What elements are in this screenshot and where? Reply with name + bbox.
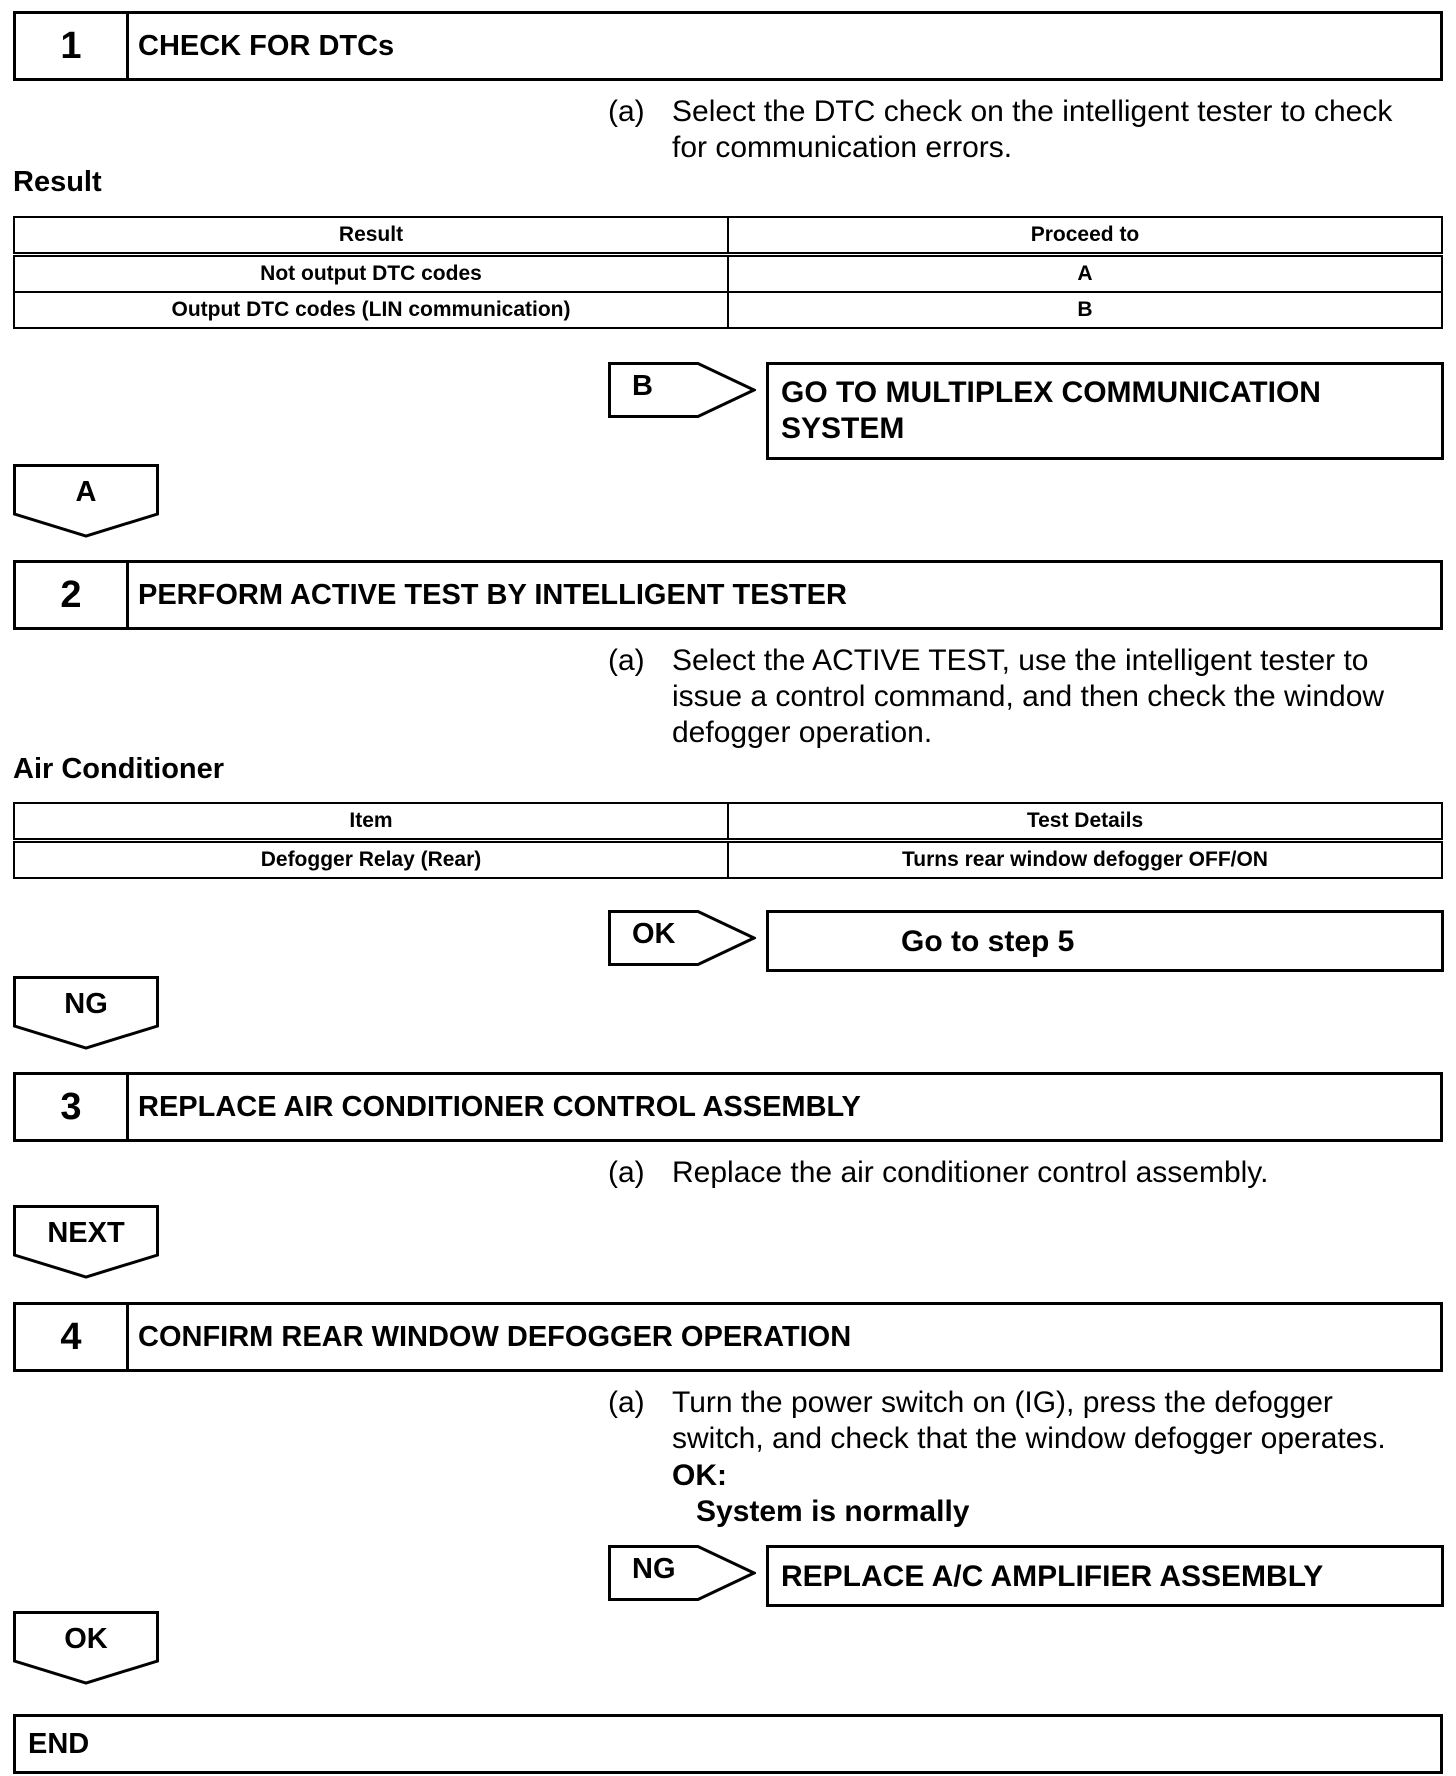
step-4-header (13, 1302, 1443, 1372)
step-number: 3 (16, 1075, 129, 1139)
down-tag-label: NEXT (47, 1217, 125, 1249)
branch-ng-destination (766, 1545, 1444, 1607)
table-cell: Turns rear window defogger OFF/ON (728, 841, 1442, 879)
step-4-ok-label: OK: (672, 1459, 727, 1492)
instruction-text: Select the DTC check on the intelligent tester to check for communication errors. (672, 95, 1393, 164)
step-title: CHECK FOR DTCs (138, 29, 395, 62)
step-2-header (13, 560, 1443, 630)
instruction-text: Replace the air conditioner control assembly. (672, 1156, 1269, 1189)
right-arrow-tag-icon (608, 910, 756, 966)
step-3-header (13, 1072, 1443, 1142)
ac-section-label: Air Conditioner (13, 753, 225, 785)
branch-ok-tag (608, 910, 756, 966)
table-header-cell: Item (14, 803, 728, 841)
branch-b-tag (608, 362, 756, 418)
branch-label: NG (632, 1553, 676, 1585)
down-tag-ng (13, 976, 159, 1050)
table-header-row (14, 803, 1442, 841)
branch-ok-destination (766, 910, 1444, 972)
step-title: REPLACE AIR CONDITIONER CONTROL ASSEMBLY (138, 1090, 861, 1123)
table-header-row (14, 217, 1442, 255)
table-header-cell: Test Details (728, 803, 1442, 841)
destination-line: SYSTEM (781, 412, 905, 445)
destination-line: REPLACE A/C AMPLIFIER ASSEMBLY (781, 1560, 1324, 1593)
instruction-text: Turn the power switch on (IG), press the defogger switch, and check that the window defogger operates. (672, 1386, 1386, 1455)
result-section-label: Result (13, 166, 102, 198)
table-header-cell: Result (14, 217, 728, 255)
step-1-header (13, 11, 1443, 81)
table-cell: A (728, 255, 1442, 293)
result-table (13, 216, 1443, 329)
right-arrow-tag-icon (608, 362, 756, 418)
down-tag-ok (13, 1611, 159, 1685)
step-4-instruction (608, 1385, 1428, 1457)
down-tag-next (13, 1205, 159, 1279)
instruction-label: (a) (608, 644, 645, 677)
step-title: PERFORM ACTIVE TEST BY INTELLIGENT TESTER (138, 578, 847, 611)
branch-ng-tag (608, 1545, 756, 1601)
step-number: 2 (16, 563, 129, 627)
instruction-label: (a) (608, 95, 645, 128)
step-number: 1 (16, 14, 129, 78)
destination-line: GO TO MULTIPLEX COMMUNICATION (781, 376, 1321, 409)
end-box (13, 1714, 1443, 1774)
destination-line: Go to step 5 (901, 925, 1075, 958)
table-row (14, 255, 1442, 293)
instruction-text: Select the ACTIVE TEST, use the intelligent tester to issue a control command, and then check the window defogger operation. (672, 644, 1385, 749)
table-row (14, 292, 1442, 328)
active-test-table (13, 802, 1443, 879)
down-tag-label: NG (64, 988, 108, 1020)
instruction-label: (a) (608, 1386, 645, 1419)
step-4-ok-text: System is normally (696, 1495, 970, 1528)
down-tag-a (13, 464, 159, 538)
down-tag-label: A (75, 476, 97, 508)
right-arrow-tag-icon (608, 1545, 756, 1601)
branch-b-destination (766, 362, 1444, 460)
step-2-instruction (608, 643, 1428, 751)
branch-label: OK (632, 918, 676, 950)
table-header-cell: Proceed to (728, 217, 1442, 255)
instruction-label: (a) (608, 1156, 645, 1189)
step-3-instruction (608, 1155, 1428, 1191)
step-number: 4 (16, 1305, 129, 1369)
table-row (14, 841, 1442, 879)
table-cell: B (728, 292, 1442, 328)
table-cell: Not output DTC codes (14, 255, 728, 293)
table-cell: Defogger Relay (Rear) (14, 841, 728, 879)
step-title: CONFIRM REAR WINDOW DEFOGGER OPERATION (138, 1320, 852, 1353)
down-tag-label: OK (64, 1623, 108, 1655)
end-label: END (28, 1727, 90, 1760)
table-cell: Output DTC codes (LIN communication) (14, 292, 728, 328)
branch-label: B (632, 370, 653, 402)
step-1-instruction (608, 94, 1428, 166)
